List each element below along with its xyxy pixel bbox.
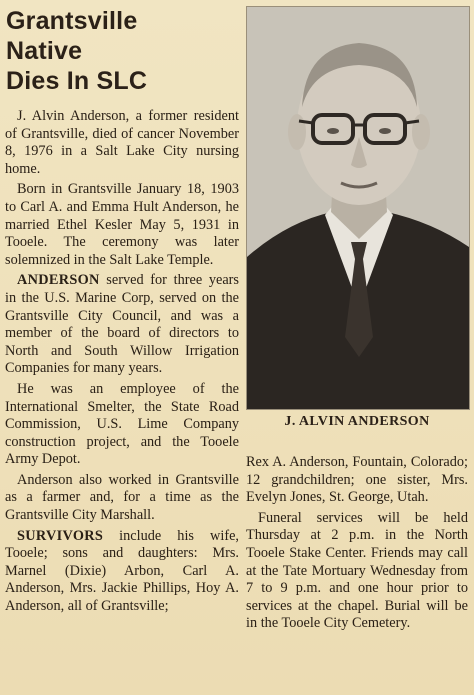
headline-line-1: Grantsville: [6, 7, 138, 35]
photo-caption: J. ALVIN ANDERSON: [284, 414, 430, 429]
article-column-right: [246, 454, 468, 636]
portrait-illustration: [247, 7, 469, 409]
paragraph-service: [5, 272, 239, 378]
paragraph-survivors-continued: Rex A. Anderson, Fountain, Colorado; 12 grandchildren; one sister, Mrs. Evelyn Jones, St. George, Utah.: [246, 454, 468, 506]
paragraph-survivors: [5, 528, 239, 616]
paragraph-service-rest: served for three years in the U.S. Marine Corp, served on the Grantsville City Council, and was a member of the board of directors to North and South Willow Irrigation Companies for many years.: [5, 272, 239, 377]
paragraph-survivors-lead: SURVIVORS: [17, 527, 104, 544]
headline-line-3: Dies In SLC: [6, 67, 148, 95]
paragraph-survivors-rest: include his wife, Tooele; sons and daughters: Mrs. Marnel (Dixie) Arbon, Carl A. Anderson, Mrs. Jackie Phillips, Hoy A. Anderson, all of Grantsville;: [5, 527, 239, 615]
paragraph-farmer: Anderson also worked in Grantsville as a farmer and, for a time as the Grantsville City Marshall.: [5, 471, 239, 524]
paragraph-employment: He was an employee of the International Smelter, the State Road Commission, U.S. Lime Company construction project, and the Tooele Army Depot.: [5, 380, 239, 468]
headline-line-2: Native: [6, 37, 83, 65]
paragraph-birth: Born in Grantsville January 18, 1903 to Carl A. and Emma Hult Anderson, he married Ethel Kesler May 5, 1931 in Tooele. The ceremony was later solemnized in the Salt Lake Temple.: [5, 181, 239, 268]
paragraph-intro: J. Alvin Anderson, a former resident of Grantsville, died of cancer November 8, 1976 in a Salt Lake City nursing home.: [5, 108, 239, 177]
headline: [6, 6, 238, 96]
paragraph-funeral: Funeral services will be held Thursday at 2 p.m. in the North Tooele Stake Center. Friends may call at the Tate Mortuary Wednesday from 7 to 9 p.m. and one hour prior to services at the chapel. Burial will be in the Tooele City Cemetery.: [246, 509, 468, 632]
paragraph-service-lead: ANDERSON: [17, 272, 100, 289]
portrait-photo: [246, 6, 470, 410]
article-column-left: [5, 108, 239, 619]
